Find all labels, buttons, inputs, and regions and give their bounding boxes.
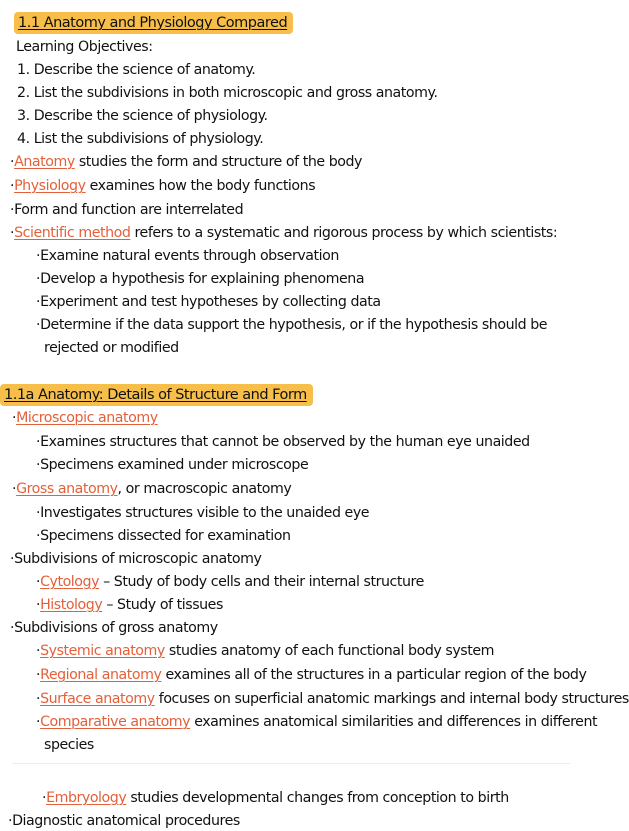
embryology-line: ·Embryology studies developmental changes from conception to birth	[42, 790, 509, 806]
gross-point-1: ·Investigates structures visible to the unaided eye	[36, 505, 370, 521]
comparative-line-cont: species	[44, 737, 94, 753]
objective-1: 1. Describe the science of anatomy.	[17, 62, 256, 78]
histology-line: ·Histology – Study of tissues	[36, 597, 223, 613]
sci-step-4-cont: rejected or modified	[44, 340, 179, 356]
regional-line: ·Regional anatomy examines all of the structures in a particular region of the body	[36, 667, 587, 683]
section-1-heading	[14, 12, 293, 34]
comparative-term: Comparative anatomy	[40, 714, 191, 730]
subdivisions-microscopic-bullet: ·Subdivisions of microscopic anatomy	[10, 551, 262, 567]
systemic-term: Systemic anatomy	[40, 643, 165, 659]
surface-term: Surface anatomy	[40, 691, 155, 707]
form-function-bullet: ·Form and function are interrelated	[10, 202, 244, 218]
comparative-line: ·Comparative anatomy examines anatomical similarities and differences in different	[36, 714, 598, 730]
scientific-method-bullet: ·Scientific method refers to a systematic and rigorous process by which scientists:	[10, 225, 558, 241]
sci-step-3: ·Experiment and test hypotheses by collecting data	[36, 294, 381, 310]
micro-point-1: ·Examines structures that cannot be observed by the human eye unaided	[36, 434, 530, 450]
learning-objectives-label: Learning Objectives:	[16, 39, 153, 55]
surface-line: ·Surface anatomy focuses on superficial anatomic markings and internal body structures	[36, 691, 629, 707]
gross-anatomy-bullet: ·Gross anatomy, or macroscopic anatomy	[12, 481, 292, 497]
objective-4: 4. List the subdivisions of physiology.	[17, 131, 264, 147]
cytology-term: Cytology	[40, 574, 100, 590]
scientific-method-term: Scientific method	[14, 225, 131, 241]
sci-step-4: ·Determine if the data support the hypothesis, or if the hypothesis should be	[36, 317, 548, 333]
anatomy-term: Anatomy	[14, 154, 75, 170]
subdivisions-gross-bullet: ·Subdivisions of gross anatomy	[10, 620, 218, 636]
section-1-title: 1.1 Anatomy and Physiology Compared	[18, 15, 288, 31]
section-2-heading	[0, 384, 313, 406]
microscopic-anatomy-term: Microscopic anatomy	[16, 410, 158, 426]
divider	[12, 763, 570, 764]
micro-point-2: ·Specimens examined under microscope	[36, 457, 309, 473]
section-2-title: 1.1a Anatomy: Details of Structure and Form	[4, 387, 307, 403]
physiology-bullet: ·Physiology examines how the body functions	[10, 178, 316, 194]
cytology-line: ·Cytology – Study of body cells and their internal structure	[36, 574, 424, 590]
objective-3: 3. Describe the science of physiology.	[17, 108, 268, 124]
sci-step-2: ·Develop a hypothesis for explaining phenomena	[36, 271, 365, 287]
gross-anatomy-term: Gross anatomy	[16, 481, 118, 497]
regional-term: Regional anatomy	[40, 667, 162, 683]
microscopic-anatomy-bullet: ·Microscopic anatomy	[12, 410, 158, 426]
systemic-line: ·Systemic anatomy studies anatomy of each functional body system	[36, 643, 494, 659]
anatomy-bullet: ·Anatomy studies the form and structure of the body	[10, 154, 362, 170]
diagnostic-bullet: ·Diagnostic anatomical procedures	[8, 813, 240, 829]
sci-step-1: ·Examine natural events through observation	[36, 248, 339, 264]
embryology-term: Embryology	[46, 790, 127, 806]
physiology-term: Physiology	[14, 178, 86, 194]
objective-2: 2. List the subdivisions in both microscopic and gross anatomy.	[17, 85, 438, 101]
gross-point-2: ·Specimens dissected for examination	[36, 528, 291, 544]
histology-term: Histology	[40, 597, 103, 613]
